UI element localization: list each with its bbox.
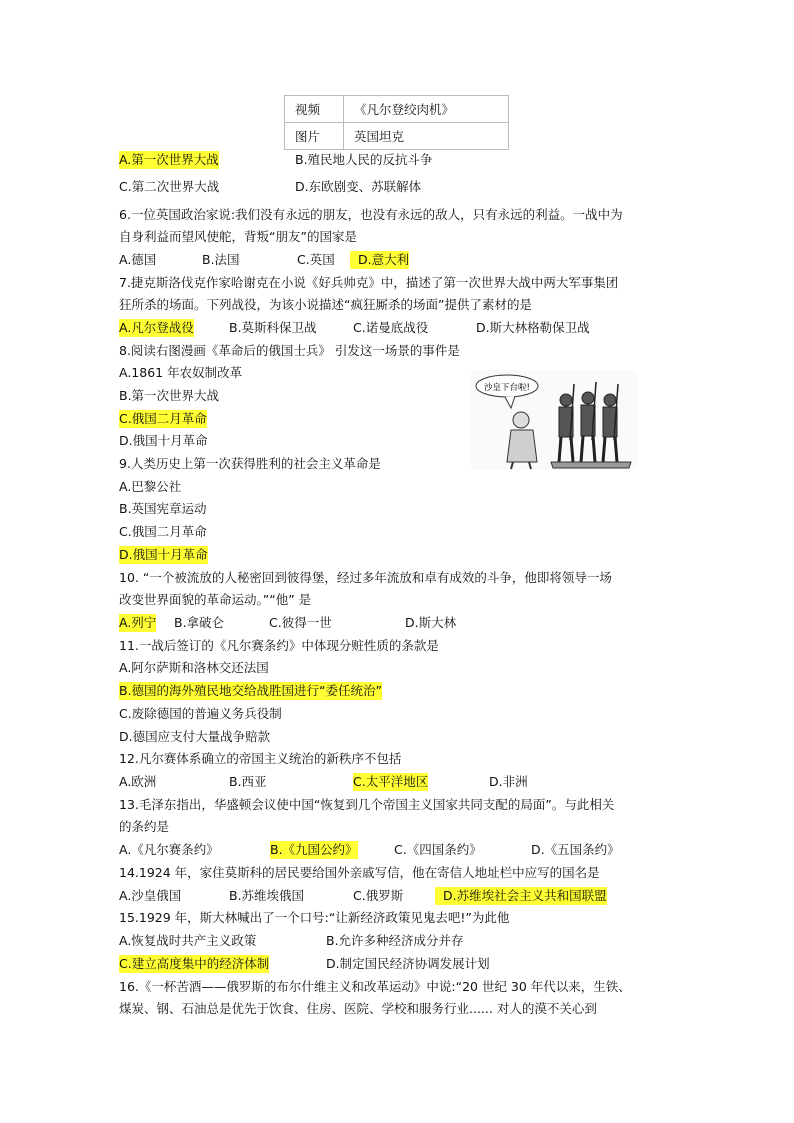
cartoon-drawing — [471, 370, 637, 470]
q14-option-b: B.苏维埃俄国 — [229, 888, 305, 903]
q13-option-c: C.《四国条约》 — [394, 842, 482, 857]
q9-option-d: D.俄国十月革命 — [119, 547, 208, 562]
q10-stem-line1: 10. “一个被流放的人秘密回到彼得堡，经过多年流放和卓有成效的斗争，他即将领导一场 — [119, 570, 612, 585]
q10-option-b: B.拿破仑 — [174, 615, 225, 630]
q9-option-b: B.英国宪章运动 — [119, 501, 207, 516]
q15-option-a: A.恢复战时共产主义政策 — [119, 933, 257, 948]
q5-option-c: C.第二次世界大战 — [119, 179, 220, 194]
q5-option-b: B.殖民地人民的反抗斗争 — [295, 152, 433, 167]
q9-option-a: A.巴黎公社 — [119, 479, 182, 494]
q8-option-d: D.俄国十月革命 — [119, 433, 208, 448]
q12-option-a: A.欧洲 — [119, 774, 157, 789]
q9-option-c: C.俄国二月革命 — [119, 524, 207, 539]
q11-option-c: C.废除德国的普遍义务兵役制 — [119, 706, 282, 721]
cartoon-caption: 沙皇下台啦! — [484, 383, 530, 393]
q5-option-a: A.第一次世界大战 — [119, 152, 219, 167]
q11-stem: 11.一战后签订的《凡尔赛条约》中体现分赃性质的条款是 — [119, 638, 439, 653]
table-cell: 《凡尔登绞肉机》 — [344, 96, 509, 123]
q7-stem-line1: 7.捷克斯洛伐克作家哈谢克在小说《好兵帅克》中，描述了第一次世界大战中两大军事集团 — [119, 275, 619, 290]
q13-option-d: D.《五国条约》 — [531, 842, 620, 857]
q9-stem: 9.人类历史上第一次获得胜利的社会主义革命是 — [119, 456, 381, 471]
q15-option-c: C.建立高度集中的经济体制 — [119, 956, 270, 971]
q14-option-c: C.俄罗斯 — [353, 888, 404, 903]
q10-option-a: A.列宁 — [119, 615, 157, 630]
q13-option-b: B.《九国公约》 — [270, 842, 358, 857]
table-row — [285, 123, 509, 150]
table-cell: 图片 — [285, 123, 344, 150]
table-cell: 视频 — [285, 96, 344, 123]
q11-option-b: B.德国的海外殖民地交给战胜国进行“委任统治” — [119, 683, 383, 698]
cartoon-image — [471, 370, 637, 470]
q5-option-d: D.东欧剧变、苏联解体 — [295, 179, 422, 194]
q6-option-a: A.德国 — [119, 252, 157, 267]
q6-stem-line2: 自身利益而望风使舵，背叛“朋友”的国家是 — [119, 229, 357, 244]
q8-option-a: A.1861 年农奴制改革 — [119, 365, 243, 380]
q6-option-d: D.意大利 — [350, 251, 409, 269]
q10-option-d: D.斯大林 — [405, 615, 457, 630]
q11-option-d: D.德国应支付大量战争赔款 — [119, 729, 271, 744]
table-row — [285, 96, 509, 123]
q14-stem: 14.1924 年，家住莫斯科的居民要给国外亲戚写信，他在寄信人地址栏中应写的国名是 — [119, 865, 600, 880]
q15-stem: 15.1929 年，斯大林喊出了一个口号:“让新经济政策见鬼去吧!”为此他 — [119, 910, 510, 925]
q7-option-a: A.凡尔登战役 — [119, 320, 194, 335]
q6-stem-line1: 6.一位英国政治家说:我们没有永远的朋友，也没有永远的敌人，只有永远的利益。一战中为 — [119, 207, 623, 222]
q15-option-b: B.允许多种经济成分并存 — [326, 933, 464, 948]
q8-option-b: B.第一次世界大战 — [119, 388, 220, 403]
q6-option-b: B.法国 — [202, 252, 240, 267]
q16-stem-line1: 16.《一杯苦酒——俄罗斯的布尔什维主义和改革运动》中说:“20 世纪 30 年代以来，生铁、 — [119, 979, 631, 994]
q10-option-c: C.彼得一世 — [269, 615, 332, 630]
table-cell: 英国坦克 — [344, 123, 509, 150]
q12-option-d: D.非洲 — [489, 774, 528, 789]
q15-option-d: D.制定国民经济协调发展计划 — [326, 956, 490, 971]
q7-option-b: B.莫斯科保卫战 — [229, 320, 317, 335]
q10-stem-line2: 改变世界面貌的革命运动。”“他” 是 — [119, 592, 312, 607]
q6-option-c: C.英国 — [297, 252, 335, 267]
q13-stem-line1: 13.毛泽东指出，华盛顿会议使中国“恢复到几个帝国主义国家共同支配的局面”。与此相关 — [119, 797, 615, 812]
source-table — [284, 95, 509, 150]
q7-option-c: C.诺曼底战役 — [353, 320, 429, 335]
q13-option-a: A.《凡尔赛条约》 — [119, 842, 219, 857]
q16-stem-line2: 煤炭、钢、石油总是优先于饮食、住房、医院、学校和服务行业...... 对人的漠不关心到 — [119, 1001, 597, 1016]
q7-option-d: D.斯大林格勒保卫战 — [476, 320, 590, 335]
q12-stem: 12.凡尔赛体系确立的帝国主义统治的新秩序不包括 — [119, 751, 402, 766]
q8-stem: 8.阅读右图漫画《革命后的俄国士兵》 引发这一场景的事件是 — [119, 343, 460, 358]
q14-option-a: A.沙皇俄国 — [119, 888, 182, 903]
q8-option-c: C.俄国二月革命 — [119, 411, 207, 426]
q7-stem-line2: 狂所杀的场面。下列战役，为该小说描述“疯狂厮杀的场面”提供了素材的是 — [119, 297, 532, 312]
q12-option-c: C.太平洋地区 — [353, 774, 429, 789]
q13-stem-line2: 的条约是 — [119, 819, 170, 834]
q12-option-b: B.西亚 — [229, 774, 267, 789]
q11-option-a: A.阿尔萨斯和洛林交还法国 — [119, 660, 269, 675]
q14-option-d: D.苏维埃社会主义共和国联盟 — [435, 887, 607, 905]
